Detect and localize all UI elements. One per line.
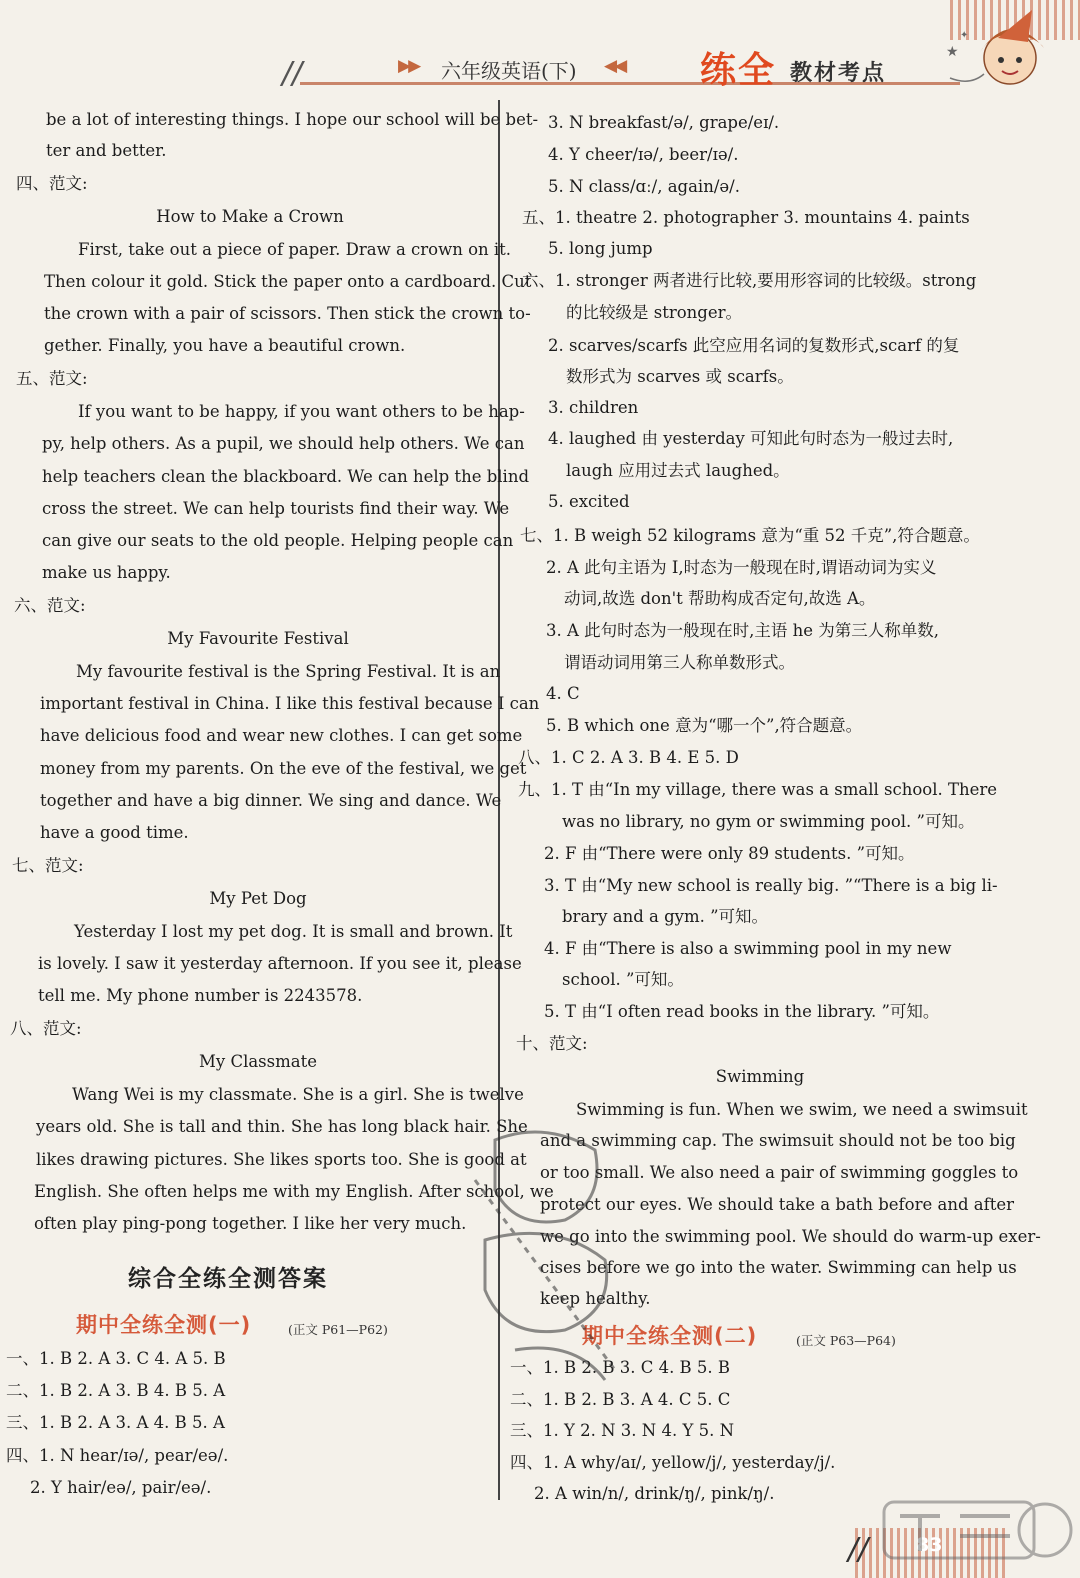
answer-row: laugh 应用过去式 laughed。 <box>566 461 790 480</box>
text-line: ter and better. <box>46 141 167 160</box>
text-line: and a swimming cap. The swimsuit should not be too big <box>540 1131 1016 1150</box>
section-heading: 七、范文: <box>12 856 84 875</box>
footer-slash-decoration: // <box>848 1532 869 1567</box>
text-line: Yesterday I lost my pet dog. It is small and brown. It <box>74 922 513 941</box>
answer-row: 七、1. B weigh 52 kilograms 意为“重 52 千克”,符合题意。 <box>520 526 980 545</box>
text-line: tell me. My phone number is 2243578. <box>38 986 363 1005</box>
answer-row: 5. N class/ɑː/, again/ə/. <box>548 177 740 196</box>
answer-row: 四、1. A why/aɪ/, yellow/j/, yesterday/j/. <box>510 1453 836 1472</box>
text-line: be a lot of interesting things. I hope our school will be bet- <box>46 110 539 129</box>
answer-row: 数形式为 scarves 或 scarfs。 <box>566 367 794 386</box>
answer-row: 一、1. B 2. B 3. C 4. B 5. B <box>510 1358 731 1377</box>
text-line: help teachers clean the blackboard. We can help the blind <box>42 467 530 486</box>
answer-row: 五、1. theatre 2. photographer 3. mountains 4. paints <box>522 208 970 227</box>
header-slash-decoration: // <box>282 56 303 91</box>
answer-row: 2. Y hair/eə/, pair/eə/. <box>30 1478 212 1497</box>
text-line: keep healthy. <box>540 1289 651 1308</box>
section-heading: 四、范文: <box>16 174 88 193</box>
text-line: Then colour it gold. Stick the paper onto a cardboard. Cut <box>44 272 532 291</box>
text-line: Swimming is fun. When we swim, we need a swimsuit <box>576 1100 1028 1119</box>
essay-title: My Pet Dog <box>209 889 307 908</box>
text-line: likes drawing pictures. She likes sports too. She is good at <box>36 1150 527 1169</box>
text-line: the crown with a pair of scissors. Then stick the crown to- <box>44 304 531 323</box>
brand-title: 练全 <box>700 50 777 91</box>
answer-row: 一、1. B 2. A 3. C 4. A 5. B <box>6 1349 226 1368</box>
answer-row: 八、1. C 2. A 3. B 4. E 5. D <box>518 748 739 767</box>
answer-row: was no library, no gym or swimming pool. ”可知。 <box>562 812 975 831</box>
answer-row: 5. excited <box>548 492 630 511</box>
answer-row: 谓语动词用第三人称单数形式。 <box>564 653 795 672</box>
text-line: is lovely. I saw it yesterday afternoon. If you see it, please <box>38 954 522 973</box>
text-line: important festival in China. I like this festival because I can <box>40 694 540 713</box>
answer-row: 4. C <box>546 684 580 703</box>
text-line: we go into the swimming pool. We should do warm-up exer- <box>540 1227 1041 1246</box>
text-line: protect our eyes. We should take a bath before and after <box>540 1195 1014 1214</box>
answer-row: 九、1. T 由“In my village, there was a small school. There <box>518 780 998 799</box>
text-line: If you want to be happy, if you want others to be hap- <box>78 402 525 421</box>
section-heading: 十、范文: <box>516 1034 588 1053</box>
text-line: make us happy. <box>42 563 171 582</box>
answers-section-title: 综合全练全测答案 <box>128 1266 328 1292</box>
text-line: cises before we go into the water. Swimming can help us <box>540 1258 1017 1277</box>
text-line: gether. Finally, you have a beautiful crown. <box>44 336 406 355</box>
text-line: money from my parents. On the eve of the festival, we get <box>40 759 527 778</box>
text-line: or too small. We also need a pair of swimming goggles to <box>540 1163 1019 1182</box>
answer-row: 二、1. B 2. B 3. A 4. C 5. C <box>510 1390 731 1409</box>
answer-row: 4. laughed 由 yesterday 可知此句时态为一般过去时, <box>548 429 954 448</box>
midterm-1-page-ref: (正文 P61—P62) <box>288 1322 388 1337</box>
page-header <box>0 0 1080 100</box>
ink-stamp-icon <box>455 1120 635 1400</box>
answer-row: 5. B which one 意为“哪一个”,符合题意。 <box>546 716 863 735</box>
page-number: 83 <box>916 1534 943 1556</box>
midterm-1-title: 期中全练全测(一) <box>76 1313 252 1337</box>
arrows-left-icon: ◀◀ <box>604 56 625 76</box>
answer-row: 三、1. B 2. A 3. A 4. B 5. A <box>6 1413 225 1432</box>
answer-row: 4. Y cheer/ɪə/, beer/ɪə/. <box>548 145 739 164</box>
answer-row: 3. A 此句时态为一般现在时,主语 he 为第三人称单数, <box>546 621 940 640</box>
answer-row: brary and a gym. ”可知。 <box>562 907 769 926</box>
section-heading: 五、范文: <box>16 369 88 388</box>
answer-row: 2. A 此句主语为 I,时态为一般现在时,谓语动词为实义 <box>546 558 937 577</box>
text-line: py, help others. As a pupil, we should help others. We can <box>42 434 525 453</box>
essay-title: My Favourite Festival <box>167 629 349 648</box>
essay-title: My Classmate <box>198 1052 317 1071</box>
answer-row: 三、1. Y 2. N 3. N 4. Y 5. N <box>510 1421 735 1440</box>
svg-text:★: ★ <box>946 44 959 60</box>
answer-row: 的比较级是 stronger。 <box>566 303 743 322</box>
answer-row: 二、1. B 2. A 3. B 4. B 5. A <box>6 1381 226 1400</box>
text-line: can give our seats to the old people. Helping people can <box>42 531 514 550</box>
answer-row: 3. children <box>548 398 639 417</box>
brand-subtitle: 教材考点 <box>790 61 887 86</box>
text-line: have a good time. <box>40 823 189 842</box>
essay-title: Swimming <box>715 1067 805 1086</box>
watermark-logo-icon <box>880 1496 1075 1576</box>
answer-row: 5. T 由“I often read books in the library. ”可知。 <box>544 1002 940 1021</box>
answer-row: 4. F 由“There is also a swimming pool in my new <box>544 939 952 958</box>
arrows-right-icon: ▶▶ <box>398 56 419 76</box>
essay-title: How to Make a Crown <box>156 207 344 226</box>
answer-row: 3. T 由“My new school is really big. ”“There is a big li- <box>544 876 998 895</box>
answer-row: 2. F 由“There were only 89 students. ”可知。 <box>544 844 915 863</box>
text-line: together and have a big dinner. We sing and dance. We <box>40 791 502 810</box>
course-title: 六年级英语(下) <box>441 59 577 83</box>
answer-row: 2. scarves/scarfs 此空应用名词的复数形式,scarf 的复 <box>548 336 960 355</box>
text-line: Wang Wei is my classmate. She is a girl. She is twelve <box>72 1085 524 1104</box>
section-heading: 八、范文: <box>10 1019 82 1038</box>
answer-row: school. ”可知。 <box>562 970 684 989</box>
text-line: My favourite festival is the Spring Festival. It is an <box>76 662 501 681</box>
text-line: have delicious food and wear new clothes. I can get some <box>40 726 523 745</box>
section-heading: 六、范文: <box>14 596 86 615</box>
text-line: years old. She is tall and thin. She has long black hair. She <box>36 1117 528 1136</box>
answer-row: 四、1. N hear/ɪə/, pear/eə/. <box>6 1446 229 1465</box>
svg-text:✦: ✦ <box>960 30 969 41</box>
text-line: English. She often helps me with my English. After school, we <box>34 1182 554 1201</box>
answer-row: 3. N breakfast/ə/, grape/eɪ/. <box>548 113 780 132</box>
answer-row: 六、1. stronger 两者进行比较,要用形容词的比较级。strong <box>522 271 977 290</box>
mascot-girl-icon <box>940 8 1070 96</box>
answer-row: 2. A win/n/, drink/ŋ/, pink/ŋ/. <box>534 1484 775 1503</box>
text-line: often play ping-pong together. I like her very much. <box>34 1214 467 1233</box>
midterm-2-title: 期中全练全测(二) <box>582 1324 758 1348</box>
answer-row: 5. long jump <box>548 239 653 258</box>
midterm-2-page-ref: (正文 P63—P64) <box>796 1333 896 1348</box>
text-line: First, take out a piece of paper. Draw a crown on it. <box>78 240 512 259</box>
answer-row: 动词,故选 don't 帮助构成否定句,故选 A。 <box>564 589 876 608</box>
text-line: cross the street. We can help tourists find their way. We <box>42 499 510 518</box>
